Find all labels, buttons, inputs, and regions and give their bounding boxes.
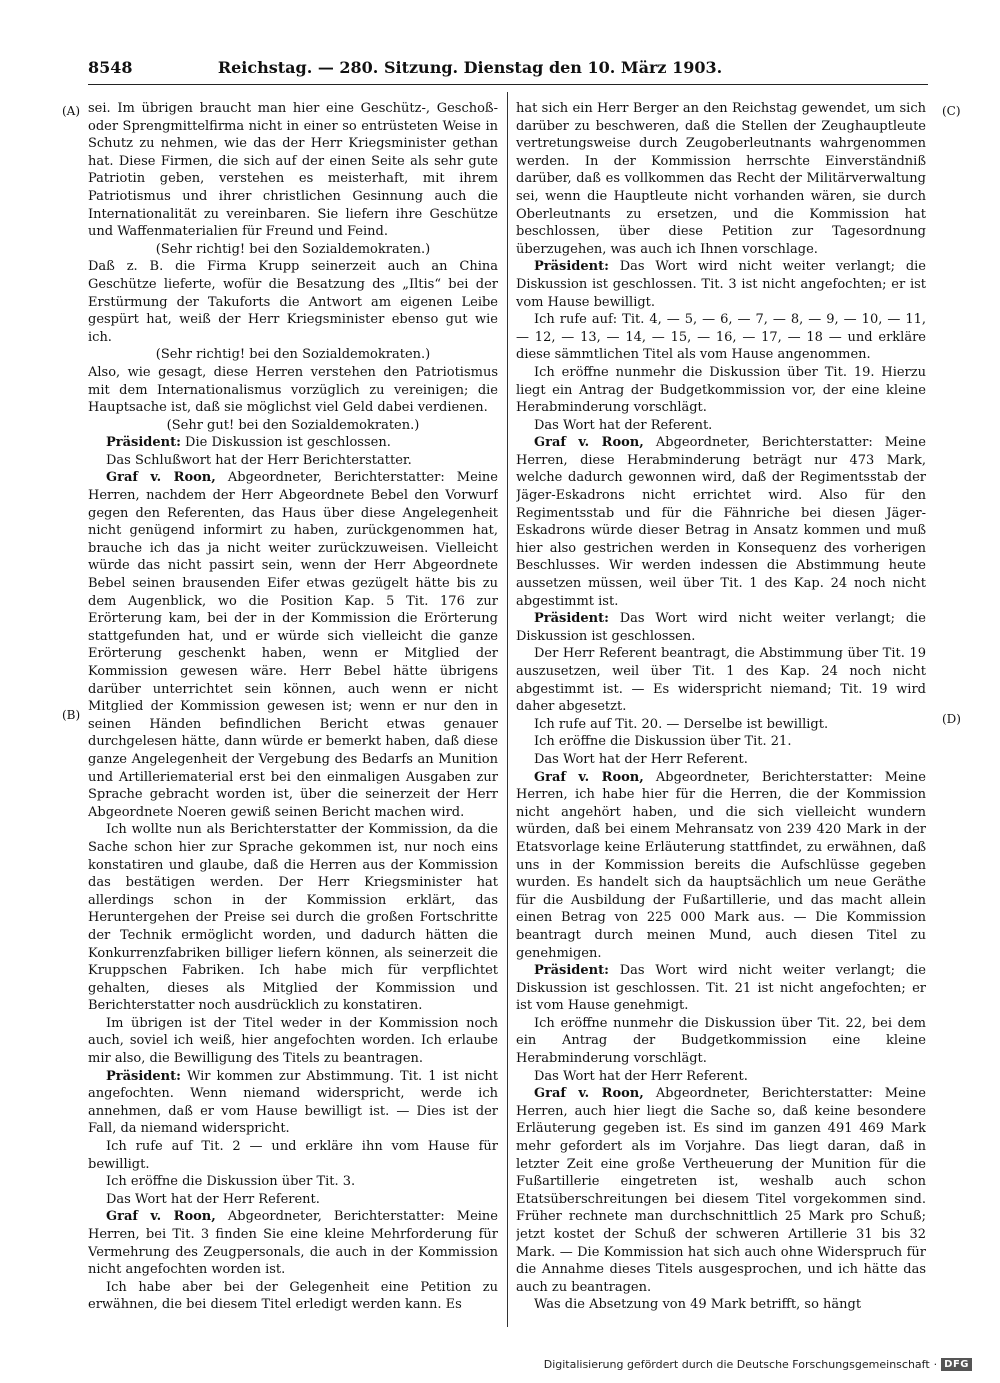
paragraph <box>516 311 926 364</box>
speaker-name: Präsident: <box>534 963 609 979</box>
paragraph-text: hat sich ein Herr Berger an den Reichstag gewendet, um sich darüber zu beschweren, daß die Stellen der Zeughauptleute vertretungsweise durch Zeugoberleutnants wahrgenommen werden. In der Kommission herrschte Einverständniß darüber, daß es vollkommen das Recht der Militärverwaltung sei, wenn die Hauptleute nicht vorhanden wären, sie durch Oberleutnants zu ersetzen, und die Kommission hat beschlossen, über diese Petition zur Tagesordnung überzugehen, was auch ich Ihnen vorschlage. <box>516 101 926 257</box>
paragraph <box>88 1191 498 1209</box>
margin-mark-c: (C) <box>942 104 961 118</box>
paragraph <box>516 610 926 645</box>
column-divider <box>507 92 508 1327</box>
paragraph <box>516 417 926 435</box>
paragraph <box>88 100 498 241</box>
paragraph-text: (Sehr gut! bei den Sozialdemokraten.) <box>166 417 420 433</box>
paragraph <box>516 645 926 715</box>
paragraph-text: Also, wie gesagt, diese Herren verstehen den Patriotismus mit dem Internationalismus vorzüglich zu vereinigen; die Hauptsache ist, daß sie möglichst viel Geld dabei verdienen. <box>88 364 498 416</box>
speaker-name: Graf v. Roon, <box>534 1086 644 1102</box>
dfg-logo: DFG <box>941 1358 972 1371</box>
paragraph-text: sei. Im übrigen braucht man hier eine Geschütz-, Geschoß- oder Sprengmittelfirma nicht in einer so entrüsteten Weise in Schutz zu nehmen, wie das der Herr Kriegsminister gethan hat. Diese Firmen, die sich auf der einen Seite als sehr gute Patriotin geben, verstehen es meisterhaft, mit ihrem Patriotismus und ihrer christlichen Gesinnung auch die Internationalität zu vereinbaren. Sie liefern ihre Geschütze und Waffenmaterialien für Freund und Feind. <box>88 101 498 240</box>
paragraph <box>88 1208 498 1278</box>
paragraph-text: Das Wort hat der Herr Referent. <box>106 1191 320 1207</box>
paragraph <box>88 1015 498 1068</box>
speaker-name: Graf v. Roon, <box>534 435 644 451</box>
margin-mark-b: (B) <box>62 708 81 722</box>
paragraph-text: Ich eröffne nunmehr die Diskussion über Tit. 19. Hierzu liegt ein Antrag der Budgetkommission vor, der eine kleine Herabminderung vorschlägt. <box>516 364 926 416</box>
paragraph <box>88 1068 498 1138</box>
paragraph <box>516 733 926 751</box>
paragraph-text: Ich eröffne die Diskussion über Tit. 3. <box>106 1174 356 1190</box>
paragraph-text: Ich rufe auf Tit. 20. — Derselbe ist bewilligt. <box>534 716 829 732</box>
paragraph-text: Ich rufe auf Tit. 2 — und erkläre ihn vom Hause für bewilligt. <box>88 1139 498 1172</box>
footer-text: Digitalisierung gefördert durch die Deutsche Forschungsgemeinschaft <box>543 1358 930 1371</box>
paragraph <box>88 364 498 417</box>
paragraph-text: Was die Absetzung von 49 Mark betrifft, so hängt <box>534 1297 862 1313</box>
left-column <box>88 100 498 1325</box>
paragraph-text: Das Wort hat der Herr Referent. <box>534 751 748 767</box>
paragraph <box>516 751 926 769</box>
paragraph <box>88 469 498 821</box>
paragraph-text: Ich eröffne nunmehr die Diskussion über Tit. 22, bei dem ein Antrag der Budgetkommission eine kleine Herabminderung vorschlägt. <box>516 1015 926 1067</box>
paragraph <box>516 1068 926 1086</box>
paragraph <box>516 1015 926 1068</box>
paragraph-text: Abgeordneter, Berichterstatter: Meine Herren, auch hier liegt die Sache so, daß keine besondere Erläuterung gegeben ist. Es sind im ganzen 491 469 Mark mehr gefordert als im Vorjahre. Das liegt daran, daß in letzter Zeit eine große Vertheuerung der Munition für die Fußartillerie eingetreten ist, weshalb auch schon Etatsüberschreitungen bei diesem Titel vorgekommen sind. Früher rechnete man durchschnittlich 25 Mark pro Schuß; jetzt kostet der Schuß der schweren Artillerie 31 bis 32 Mark. — Die Kommission hat sich auch ohne Widerspruch für die Annahme dieses Titels ausgesprochen, und ich hätte das auch zu beantragen. <box>516 1086 926 1295</box>
paragraph-text: Ich habe aber bei der Gelegenheit eine Petition zu erwähnen, die bei diesem Titel erledigt werden kann. Es <box>88 1279 498 1313</box>
paragraph-text: Das Wort hat der Herr Referent. <box>534 1068 748 1084</box>
paragraph-text: Das Wort hat der Referent. <box>534 417 713 433</box>
paragraph-text: Abgeordneter, Berichterstatter: Meine Herren, nachdem der Herr Abgeordnete Bebel den Vorwurf gegen den Referenten, das Haus über diese Angelegenheit nicht genügend informirt zu haben, zurückgenommen hat, brauche ich das ja nicht weiter zurückzuweisen. Vielleicht würde das nicht passirt sein, wenn der Herr Abgeordnete Bebel seinen brausenden Eifer etwas gezügelt hätte bis zu dem Augenblick, wo die Position Kap. 5 Tit. 176 zur Erörterung kam, bei der in der Kommission die Erörterung stattgefunden hat, und er würde sich vielleicht die ganze Erörterung geschenkt haben, wenn er Mitglied der Kommission gewesen wäre. Herr Bebel hätte übrigens darüber unterrichtet sein können, auch wenn er nicht Mitglied der Kommission gewesen ist; wenn er nur den in seinen Händen befindlichen Bericht etwas genauer durchgelesen hätte, dann würde er bemerkt haben, daß diese ganze Angelegenheit der Vergebung des Bedarfs an Munition und Artilleriematerial erst bei den einmaligen Ausgaben zur Sprache gebracht worden ist, über die seinerzeit der Herr Abgeordnete Noeren gewiß seinen Bericht machen wird. <box>88 470 498 820</box>
paragraph-text: Daß z. B. die Firma Krupp seinerzeit auch an China Geschütze lieferte, wofür die Besatzung des „Iltis“ bei der Erstürmung der Takuforts die Antwort am eigenen Leibe gespürt hat, weiß der Herr Kriegsminister ebenso gut wie ich. <box>88 259 498 345</box>
paragraph-text: Der Herr Referent beantragt, die Abstimmung über Tit. 19 auszusetzen, weil über Tit. 1 des Kap. 24 noch nicht abgestimmt ist. — Es widerspricht niemand; Tit. 19 wird daher abgesetzt. <box>516 646 926 715</box>
paragraph-text: Ich wollte nun als Berichterstatter der Kommission, da die Sache schon hier zur Sprache gekommen ist, nur noch eins konstatiren und glaube, daß die Herren aus der Kommission das bestätigen werden. Der Herr Kriegsminister hat allerdings schon in der Kommission erklärt, das Heruntergehen der Preise sei durch die großen Fortschritte der Technik ermöglicht worden, und dadurch hätten die Konkurrenzfabriken billiger liefern können, als seinerzeit die Kruppschen Fabriken. Ich habe mich für verpflichtet gehalten, dieses als Mitglied der Kommission und Berichterstatter noch ausdrücklich zu konstatiren. <box>88 822 498 1014</box>
paragraph <box>88 417 498 435</box>
running-header: Reichstag. — 280. Sitzung. Dienstag den 10. März 1903. <box>217 58 723 77</box>
paragraph <box>516 1296 926 1314</box>
margin-mark-a: (A) <box>62 104 81 118</box>
paragraph-text: Die Diskussion ist geschlossen. <box>180 435 391 451</box>
paragraph <box>516 100 926 258</box>
paragraph <box>516 716 926 734</box>
speaker-name: Graf v. Roon, <box>106 1209 216 1225</box>
paragraph-text: Das Wort wird nicht weiter verlangt; die Diskussion ist geschlossen. Tit. 3 ist nicht angefochten; er ist vom Hause bewilligt. <box>516 259 926 310</box>
paragraph-text: Das Wort wird nicht weiter verlangt; die Diskussion ist geschlossen. Tit. 21 ist nicht angefochten; er ist vom Hause genehmigt. <box>516 963 926 1014</box>
paragraph <box>88 821 498 1015</box>
paragraph-text: Abgeordneter, Berichterstatter: Meine Herren, diese Herabminderung beträgt nur 473 Mark, welche dadurch gewonnen wird, daß der Regimentsstab der Jäger-Eskadrons nicht errichtet wird. Also für den Regimentsstab und für die Fähnriche bei diesen Jäger-Eskadrons würde dieser Betrag in Ansatz kommen und muß hier also gestrichen werden in Konsequenz des vorherigen Beschlusses. Wir werden indessen die Abstimmung heute aussetzen müssen, weil über Tit. 1 des Kap. 24 noch nicht abgestimmt ist. <box>516 435 926 609</box>
paragraph <box>88 258 498 346</box>
header-rule <box>88 84 928 85</box>
paragraph-text: Das Wort wird nicht weiter verlangt; die Diskussion ist geschlossen. <box>516 611 926 644</box>
paragraph <box>516 364 926 417</box>
speaker-name: Präsident: <box>534 611 609 627</box>
paragraph <box>516 434 926 610</box>
footer-credit <box>544 1358 972 1371</box>
speaker-name: Präsident: <box>106 1068 181 1084</box>
paragraph <box>516 1085 926 1296</box>
paragraph-text: Im übrigen ist der Titel weder in der Kommission noch auch, soviel ich weiß, hier angefochten worden. Ich erlaube mir also, die Bewilligung des Titels zu beantragen. <box>88 1015 498 1067</box>
paragraph-text: Wir kommen zur Abstimmung. Tit. 1 ist nicht angefochten. Wenn niemand widerspricht, werde ich annehmen, daß er vom Hause bewilligt ist. — Dies ist der Fall, da niemand widerspricht. <box>88 1068 498 1137</box>
paragraph-text: Ich rufe auf: Tit. 4, — 5, — 6, — 7, — 8, — 9, — 10, — 11, — 12, — 13, — 14, — 15, — 16, — 17, — 18 — und erkläre diese sämmtlichen Titel als vom Hause angenommen. <box>516 312 926 363</box>
paragraph <box>516 962 926 1015</box>
paragraph-text: Das Schlußwort hat der Herr Berichterstatter. <box>106 452 412 468</box>
margin-mark-d: (D) <box>942 712 961 726</box>
page-number: 8548 <box>88 58 133 77</box>
paragraph <box>516 258 926 311</box>
paragraph-text: Abgeordneter, Berichterstatter: Meine Herren, bei Tit. 3 finden Sie eine kleine Mehrforderung für Vermehrung des Zeugpersonals, die auch in der Kommission nicht angefochten worden ist. <box>88 1209 498 1278</box>
paragraph <box>88 346 498 364</box>
paragraph-text: (Sehr richtig! bei den Sozialdemokraten.) <box>155 241 431 257</box>
right-column <box>516 100 926 1325</box>
speaker-name: Graf v. Roon, <box>106 470 216 486</box>
paragraph <box>88 241 498 259</box>
speaker-name: Präsident: <box>534 259 609 275</box>
speaker-name: Graf v. Roon, <box>534 769 644 785</box>
paragraph <box>88 1173 498 1191</box>
paragraph <box>88 1279 498 1314</box>
paragraph-text: (Sehr richtig! bei den Sozialdemokraten.) <box>155 347 431 363</box>
paragraph <box>516 769 926 963</box>
paragraph <box>88 1138 498 1173</box>
paragraph-text: Ich eröffne die Diskussion über Tit. 21. <box>534 734 792 750</box>
paragraph <box>88 452 498 470</box>
separator-dot: · <box>933 1358 938 1371</box>
speaker-name: Präsident: <box>106 435 181 451</box>
paragraph <box>88 434 498 452</box>
paragraph-text: Abgeordneter, Berichterstatter: Meine Herren, ich habe hier für die Herren, die der Kommission nicht angehört haben, und die sich vielleicht wundern würden, daß bei einem Mehransatz von 239 420 Mark in der Etatsvorlage keine Erläuterung stattfindet, zu erwähnen, daß uns in der Kommission bereits die Aufschlüsse gegeben wurden. Es handelt sich da hauptsächlich um neue Geräthe für die Ausbildung der Fußartillerie, und das macht allein einen Betrag von 225 000 Mark aus. — Die Kommission beantragt durch meinen Mund, auch diesen Titel zu genehmigen. <box>516 769 926 961</box>
